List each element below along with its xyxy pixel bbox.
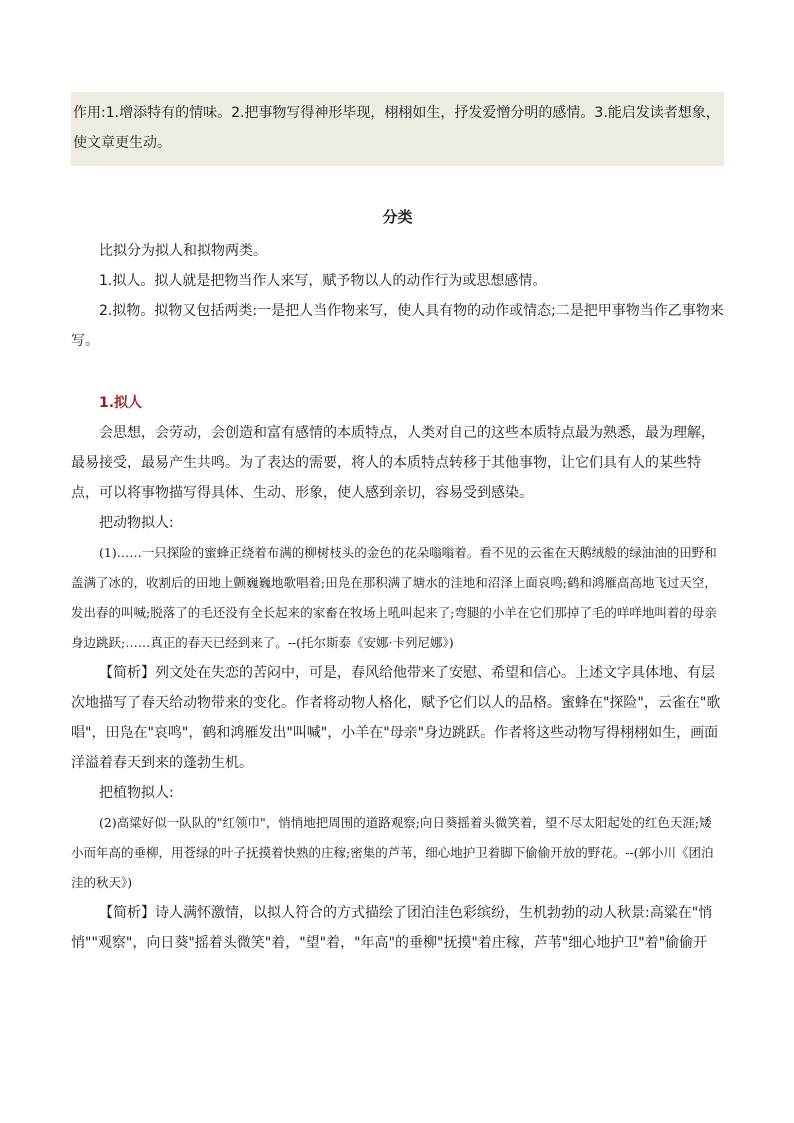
intro-block bbox=[71, 236, 724, 356]
section-title: 分类 bbox=[382, 208, 413, 226]
intro-line: 2.拟物。拟物又包括两类:一是把人当作物来写，使人具有物的动作或情态;二是把甲事物当作乙事物来写。 bbox=[71, 303, 724, 349]
label-plant: 把植物拟人: bbox=[99, 785, 174, 801]
intro-line: 比拟分为拟人和拟物两类。 bbox=[99, 243, 267, 259]
intro-line: 1.拟人。拟人就是把物当作人来写，赋予物以人的动作行为或思想感情。 bbox=[99, 273, 547, 289]
sub-title: 1.拟人 bbox=[99, 395, 143, 411]
document-page bbox=[71, 92, 724, 958]
quote-block: (1)……一只探险的蜜蜂正绕着布满的柳树枝头的金色的花朵嗡嗡着。看不见的云雀在天鹅绒般的绿油油的田野和盖满了冰的，收割后的田地上颤巍巍地歌唱着;田凫在那积满了塘水的洼地和沼泽上面哀鸣;鹤和鸿雁高高地飞过天空，发出春的叫喊;脱落了的毛还没有全长起来的家畜在牧场上吼叫起来了;弯腿的小羊在它们那掉了毛的咩咩地叫着的母亲身边跳跃;……真正的春天已经到来了。--(托尔斯泰《安娜·卡列尼娜》) bbox=[71, 545, 717, 650]
label-animal: 把动物拟人: bbox=[99, 515, 174, 531]
analysis-paragraph: 【简析】列文处在失恋的苦闷中，可是，春风给他带来了安慰、希望和信心。上述文字具体地、有层次地描写了春天给动物带来的变化。作者将动物人格化，赋予它们以人的品格。蜜蜂在"探险"，云雀在"歌唱"，田凫在"哀鸣"，鹤和鸿雁发出"叫喊"，小羊在"母亲"身边跳跃。作者将这些动物写得栩栩如生，画面洋溢着春天到来的蓬勃生机。 bbox=[71, 665, 721, 771]
main-content bbox=[71, 418, 724, 958]
quote-block: (2)高粱好似一队队的"红领巾"，悄悄地把周围的道路观察;向日葵摇着头微笑着，望不尽太阳起处的红色天涯;矮小而年高的垂柳，用苍绿的叶子抚摸着快熟的庄稼;密集的芦苇，细心地护卫着脚下偷偷开放的野花。--(郭小川《团泊洼的秋天》) bbox=[71, 815, 714, 890]
note-text: 作用:1.增添特有的情味。2.把事物写得神形毕现，栩栩如生，抒发爱憎分明的感情。3.能启发读者想象，使文章更生动。 bbox=[73, 105, 720, 151]
paragraph: 会思想，会劳动，会创造和富有感情的本质特点，人类对自己的这些本质特点最为熟悉，最为理解，最易接受，最易产生共鸣。为了表达的需要，将人的本质特点转移于其他事物，让它们具有人的某些特点，可以将事物描写得具体、生动、形象，使人感到亲切，容易受到感染。 bbox=[71, 425, 715, 501]
analysis-paragraph: 【简析】诗人满怀激情，以拟人符合的方式描绘了团泊洼色彩缤纷，生机勃勃的动人秋景:高粱在"悄悄""观察"，向日葵"摇着头微笑"着，"望"着，"年高"的垂柳"抚摸"着庄稼，芦苇"细心地护卫"着"偷偷开 bbox=[71, 905, 713, 951]
note-box bbox=[71, 92, 724, 166]
